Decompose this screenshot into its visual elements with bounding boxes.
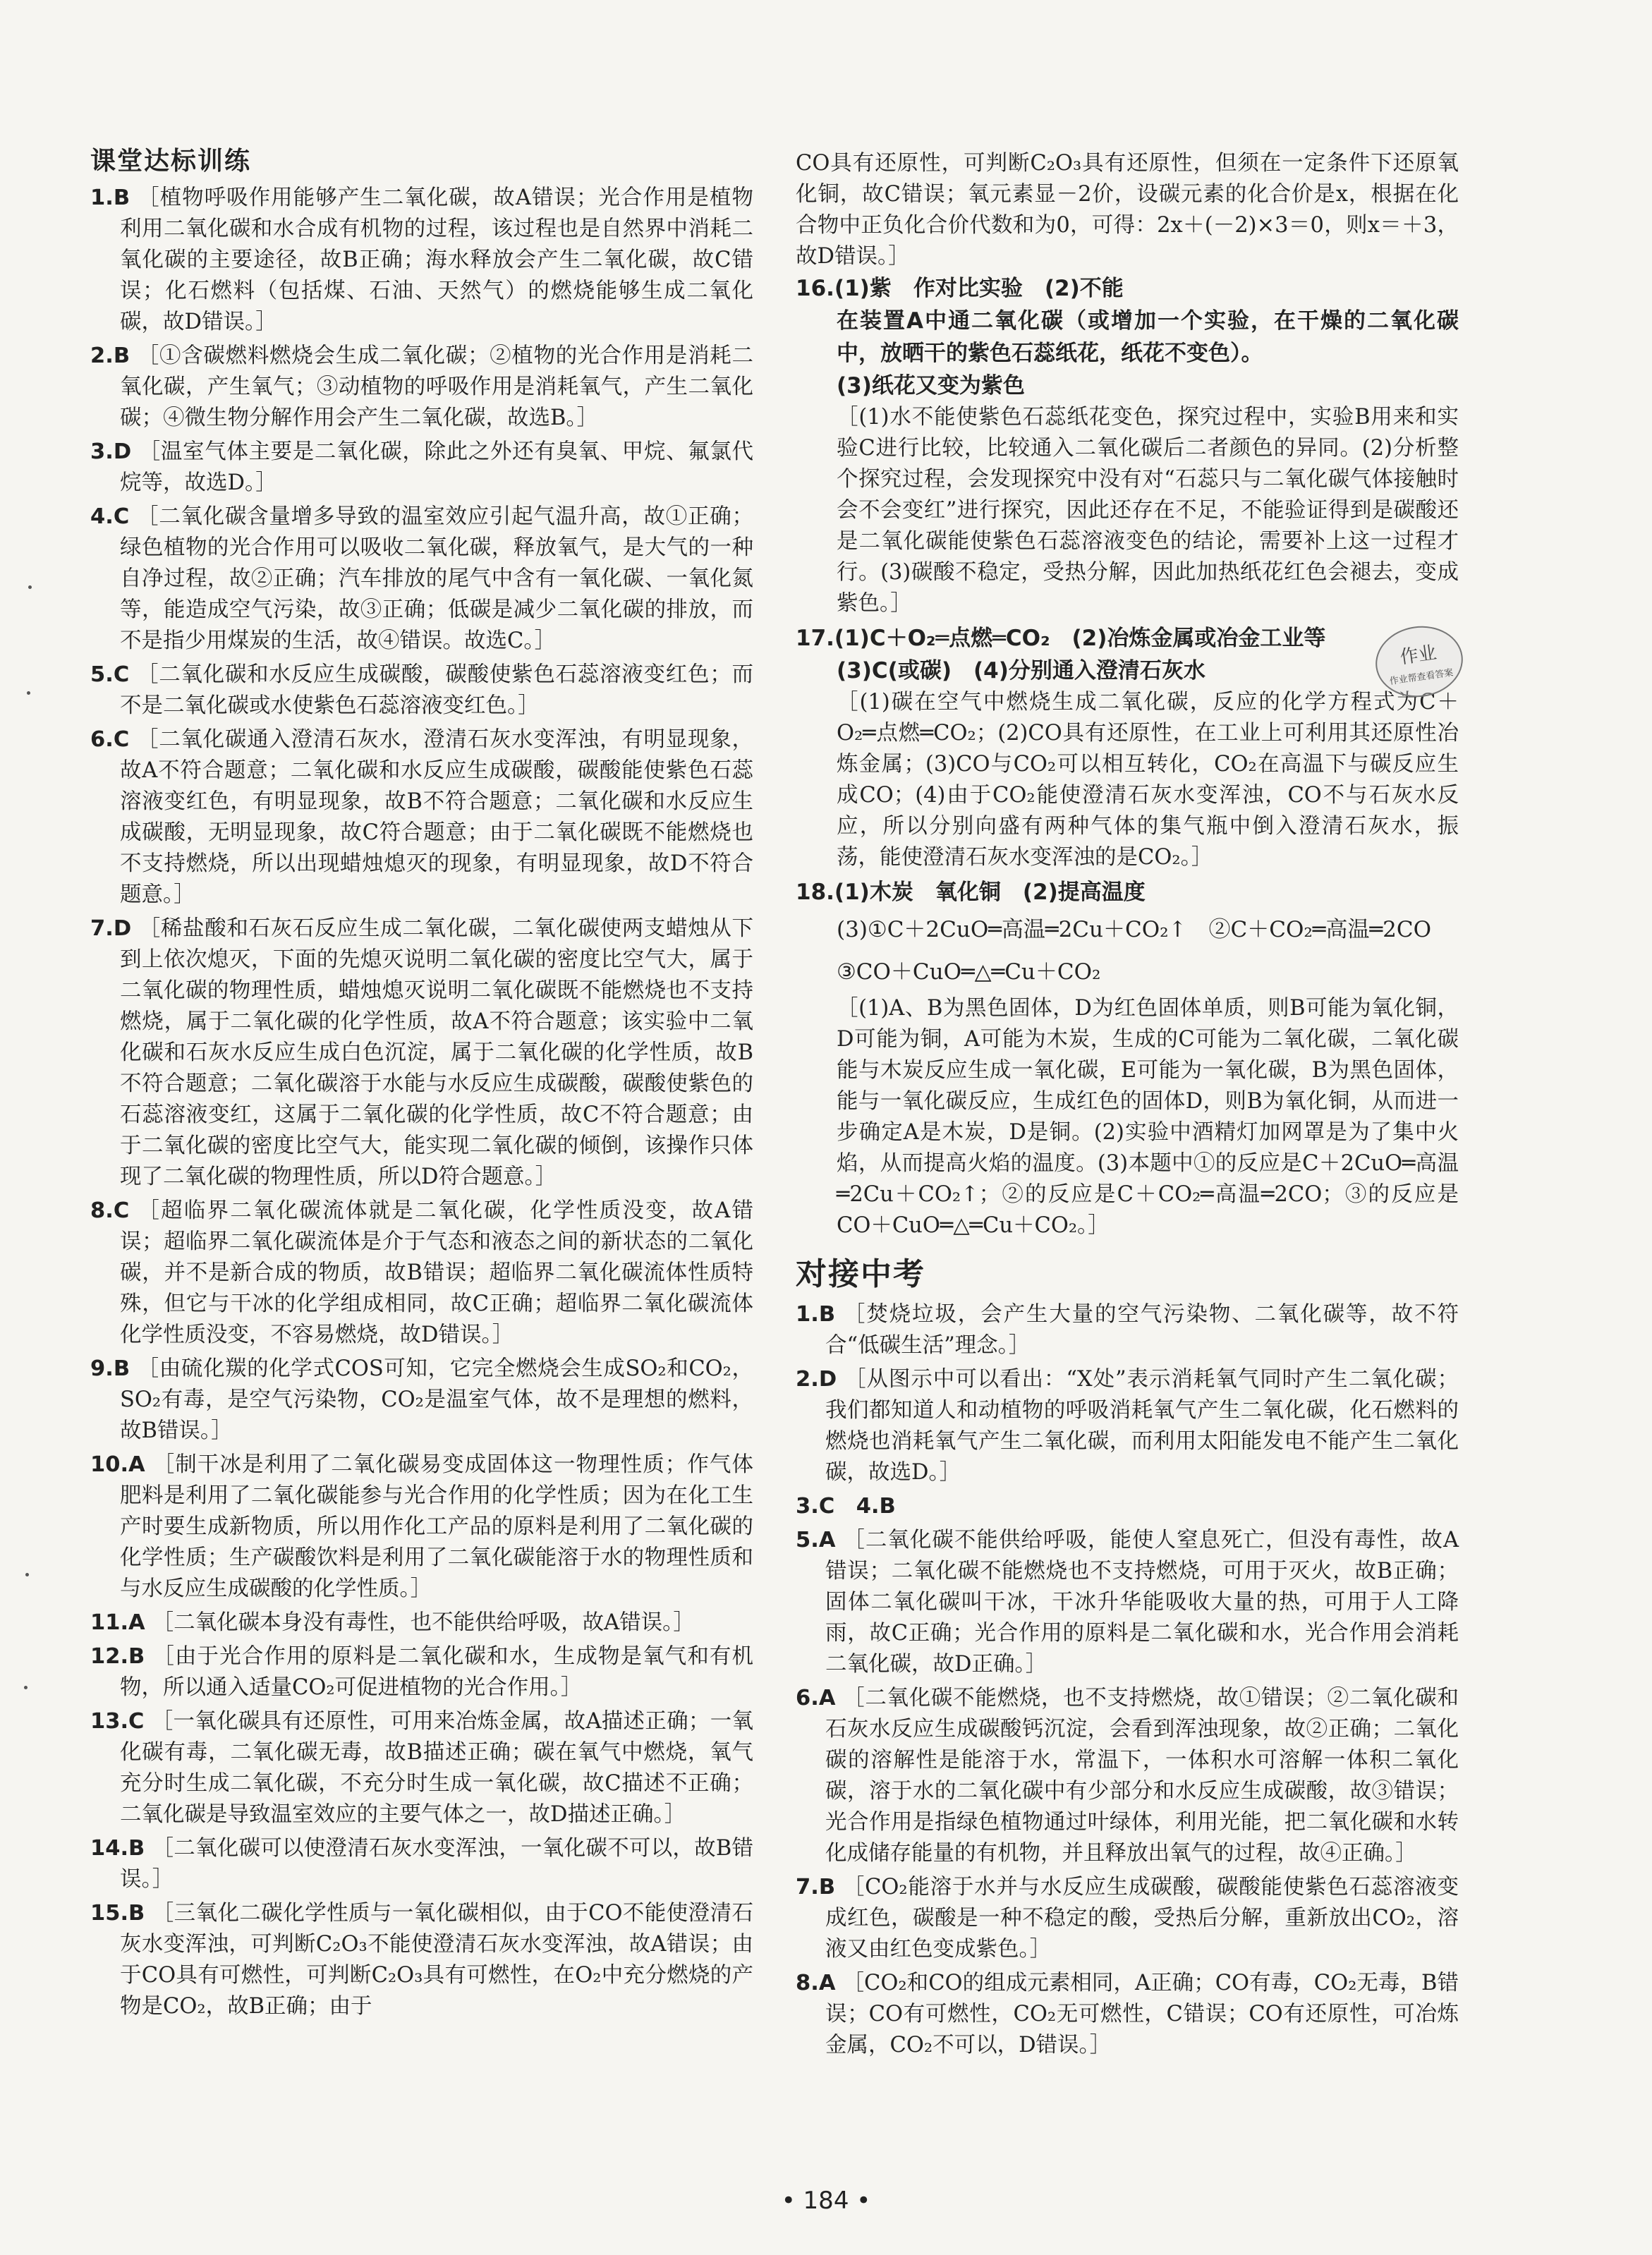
stamp-line1: 作业 [1398, 642, 1438, 669]
scan-speck [25, 1573, 29, 1576]
answer-item [90, 1354, 753, 1447]
answer-explanation: ［二氧化碳含量增多导致的温室效应引起气温升高，故①正确；绿色植物的光合作用可以吸收二氧化碳，释放氧气，是大气的一种自净过程，故②正确；汽车排放的尾气中含有一氧化碳、一氧化氮等，能造成空气污染，故③正确；低碳是减少二氧化碳的排放，而不是指少用煤炭的生活，故④错误。故选C。］ [120, 504, 753, 653]
answer-item [796, 1968, 1459, 2061]
stamp-line2: 作业帮查看答案 [1389, 667, 1454, 688]
q16-number: 16. [796, 276, 834, 301]
answer-item [796, 1364, 1459, 1488]
answer-explanation: ［由于光合作用的原料是二氧化碳和水，生成物是氧气和有机物，所以通入适量CO₂可促进植物的光合作用。］ [120, 1644, 753, 1700]
answer-item [90, 1833, 753, 1895]
answer-choice: B [113, 1356, 130, 1381]
q17-block [796, 622, 1459, 873]
q18-equation-1: (3)①C＋2CuO═高温═2Cu＋CO₂↑ ②C＋CO₂═高温═2CO [837, 917, 1431, 942]
answer-choice: B [128, 1901, 145, 1926]
answer-item [90, 183, 753, 338]
answer-explanation: ［二氧化碳可以使澄清石灰水变浑浊，一氧化碳不可以，故B错误。］ [120, 1836, 753, 1892]
section-title-exam: 对接中考 [796, 1256, 925, 1292]
answer-choice: C [113, 504, 130, 529]
answer-choice: A [128, 1610, 145, 1635]
left-column [90, 141, 753, 2025]
answer-number: 6. [90, 727, 114, 752]
answer-explanation: ［焚烧垃圾，会产生大量的空气污染物、二氧化碳等，故不符合“低碳生活”理念。］ [825, 1302, 1459, 1358]
answer-choice: A [818, 1686, 836, 1710]
answer-explanation: ［CO₂和CO的组成元素相同，A正确；CO有毒，CO₂无毒，B错误；CO有可燃性，CO₂无可燃性，C错误；CO有还原性，可冶炼金属，CO₂不可以，D错误。］ [825, 1971, 1459, 2058]
answer-explanation: ［二氧化碳通入澄清石灰水，澄清石灰水变浑浊，有明显现象，故A不符合题意；二氧化碳和水反应生成碳酸，碳酸能使紫色石蕊溶液变红色，有明显现象，故B不符合题意；二氧化碳和水反应生成碳酸，无明显现象，故C符合题意；由于二氧化碳既不能燃烧也不支持燃烧，所以出现蜡烛熄灭的现象，有明显现象，故D不符合题意。］ [120, 727, 753, 907]
answer-item [90, 1607, 753, 1639]
answer-number: 5. [796, 1528, 819, 1552]
answer-number: 7. [90, 916, 114, 941]
q16-line2: 在装置A中通二氧化碳（或增加一个实验，在干燥的二氧化碳中，放晒干的紫色石蕊纸花，纸花不变色）。 [837, 308, 1459, 366]
q17-explanation: ［(1)碳在空气中燃烧生成二氧化碳，反应的化学方程式为C＋O₂═点燃═CO₂；(2)CO具有还原性，在工业上可利用其还原性冶炼金属；(3)CO与CO₂可以相互转化，CO₂在高温下与碳反应生成CO；(4)由于CO₂能使澄清石灰水变浑浊，CO不与石灰水反应，所以分别向盛有两种气体的集气瓶中倒入澄清石灰水，振荡，能使澄清石灰水变浑浊的是CO₂。］ [837, 690, 1459, 870]
answer-item [90, 341, 753, 434]
answer-explanation: ［三氧化二碳化学性质与一氧化碳相似，由于CO不能使澄清石灰水变浑浊，可判断C₂O₃不能使澄清石灰水变浑浊，故A错误；由于CO具有可燃性，可判断C₂O₃具有可燃性，在O₂中充分燃烧的产物是CO₂，故B正确；由于 [120, 1901, 753, 2019]
answer-number: 5. [90, 662, 114, 687]
answer-number: 13. [90, 1709, 129, 1734]
q18-block [796, 876, 1459, 1241]
answer-item [796, 1299, 1459, 1361]
answer-item [796, 1683, 1459, 1869]
scan-speck [28, 585, 32, 589]
answer-item [90, 502, 753, 657]
answer-number: 3. [90, 439, 114, 464]
answer-explanation: ［二氧化碳不能燃烧，也不支持燃烧，故①错误；②二氧化碳和石灰水反应生成碳酸钙沉淀，会看到浑浊现象，故②正确；二氧化碳的溶解性是能溶于水，常温下，一体积水可溶解一体积二氧化碳，溶于水的二氧化碳中有少部分和水反应生成碳酸，故③错误；光合作用是指绿色植物通过叶绿体，利用光能，把二氧化碳和水转化成储存能量的有机物，并且释放出氧气的过程，故④正确。］ [825, 1686, 1459, 1866]
answer-number: 1. [796, 1302, 819, 1327]
answer-number: 9. [90, 1356, 114, 1381]
answer-explanation: ［CO₂能溶于水并与水反应生成碳酸，碳酸能使紫色石蕊溶液变成红色，碳酸是一种不稳定的酸，受热后分解，重新放出CO₂，溶液又由红色变成紫色。］ [825, 1875, 1459, 1962]
answer-number: 7. [796, 1875, 819, 1900]
answer-explanation: ［由硫化羰的化学式COS可知，它完全燃烧会生成SO₂和CO₂，SO₂有毒，是空气污染物，CO₂是温室气体，故不是理想的燃料，故B错误。］ [120, 1356, 753, 1443]
section-title-classroom: 课堂达标训练 [90, 147, 252, 176]
answer-number: 1. [90, 186, 114, 210]
answer-number: 3. [796, 1494, 819, 1519]
answer-choice: B [818, 1875, 836, 1900]
answer-explanation: ［二氧化碳和水反应生成碳酸，碳酸使紫色石蕊溶液变红色；而不是二氧化碳或水使紫色石蕊溶液变红色。］ [120, 662, 753, 718]
q16-explanation: ［(1)水不能使紫色石蕊纸花变色，探究过程中，实验B用来和实验C进行比较，比较通入二氧化碳后二者颜色的异同。(2)分析整个探究过程，会发现探究中没有对“石蕊只与二氧化碳气体接触时会不会变红”进行探究，因此还存在不足，不能验证得到是碳酸还是二氧化碳能使紫色石蕊溶液变色的结论，需要补上这一过程才行。(3)碳酸不稳定，受热分解，因此加热纸花红色会褪去，变成紫色。］ [837, 405, 1459, 616]
q17-number: 17. [796, 626, 834, 651]
answer-choice: C [113, 662, 130, 687]
answer-choice: C [113, 727, 130, 752]
answer-choice: D [113, 916, 132, 941]
right-column [796, 148, 1459, 2064]
answer-item [90, 1449, 753, 1605]
answer-choice: D [113, 439, 132, 464]
scan-speck [24, 1686, 28, 1689]
q18-equation-2: ③CO＋CuO═△═Cu＋CO₂ [837, 959, 1101, 985]
answer-number: 2. [90, 344, 114, 368]
q16-line3: (3)纸花又变为紫色 [837, 373, 1025, 399]
q17-line2: (3)C(或碳) (4)分别通入澄清石灰水 [837, 658, 1205, 683]
answer-choice: A [818, 1528, 836, 1552]
scan-speck [27, 691, 30, 695]
answer-number: 8. [90, 1198, 114, 1223]
answer-explanation: ［一氧化碳具有还原性，可用来冶炼金属，故A描述正确；一氧化碳有毒，二氧化碳无毒，故B描述正确；碳在氧气中燃烧，氧气充分时生成二氧化碳，不充分时生成一氧化碳，故C描述不正确；二氧化碳是导致温室效应的主要气体之一，故D描述正确。］ [120, 1709, 753, 1827]
answer-number: 15. [90, 1901, 129, 1926]
answer-item [90, 724, 753, 911]
answer-number: 2. [796, 1367, 819, 1392]
answer-item [796, 1872, 1459, 1965]
answer-choice: C [113, 1198, 130, 1223]
q17-line1: (1)C＋O₂═点燃═CO₂ (2)冶炼金属或冶金工业等 [834, 626, 1326, 651]
answer-number: 8. [796, 1971, 819, 1995]
answer-explanation: ［制干冰是利用了二氧化碳易变成固体这一物理性质；作气体肥料是利用了二氧化碳能参与光合作用的化学性质；因为在化工生产时要生成新物质，所以用作化工产品的原料是利用了二氧化碳的化学性质；生产碳酸饮料是利用了二氧化碳能溶于水的物理性质和与水反应生成碳酸的化学性质。］ [120, 1452, 753, 1601]
answer-item [796, 1525, 1459, 1680]
answer-choice: D [818, 1367, 837, 1392]
q18-line1: (1)木炭 氧化铜 (2)提高温度 [834, 880, 1146, 905]
answer-number: 4. [90, 504, 114, 529]
answer-item [90, 437, 753, 499]
answer-choice: B [113, 186, 130, 210]
answer-choice: C [128, 1709, 145, 1734]
q18-explanation: ［(1)A、B为黑色固体，D为红色固体单质，则B可能为氧化铜，D可能为铜，A可能为木炭，生成的C可能为二氧化碳，二氧化碳能与木炭反应生成一氧化碳，E可能为一氧化碳，B为黑色固体，能与一氧化碳反应，生成红色的固体D，则B为氧化铜，从而进一步确定A是木炭，D是铜。(2)实验中酒精灯加网罩是为了集中火焰，从而提高火焰的温度。(3)本题中①的反应是C＋2CuO═高温═2Cu＋CO₂↑；②的反应是C＋CO₂═高温═2CO；③的反应是CO＋CuO═△═Cu＋CO₂。］ [837, 996, 1459, 1238]
answer-number: 6. [796, 1686, 819, 1710]
answer-explanation: ［超临界二氧化碳流体就是二氧化碳，化学性质没变，故A错误；超临界二氧化碳流体是介于气态和液态之间的新状态的二氧化碳，并不是新合成的物质，故B错误；超临界二氧化碳流体性质特殊，但它与干冰的化学组成相同，故C正确；超临界二氧化碳流体化学性质没变，不容易燃烧，故D错误。］ [120, 1198, 753, 1347]
answer-choice: B [818, 1302, 836, 1327]
page-number: • 184 • [781, 2187, 871, 2215]
answer-item [90, 1641, 753, 1703]
answer-choice: B [113, 344, 130, 368]
answer-explanation: ［①含碳燃料燃烧会生成二氧化碳；②植物的光合作用是消耗二氧化碳，产生氧气；③动植物的呼吸作用是消耗氧气，产生二氧化碳；④微生物分解作用会产生二氧化碳，故选B。］ [120, 344, 753, 430]
answer-item [90, 1898, 753, 2022]
answer-explanation: ［二氧化碳本身没有毒性，也不能供给呼吸，故A错误。］ [152, 1610, 695, 1635]
answer-explanation: ［稀盐酸和石灰石反应生成二氧化碳，二氧化碳使两支蜡烛从下到上依次熄灭，下面的先熄灭说明二氧化碳的密度比空气大，属于二氧化碳的物理性质，蜡烛熄灭说明二氧化碳既不能燃烧也不支持燃烧，属于二氧化碳的化学性质，故A不符合题意；该实验中二氧化碳和石灰水反应生成白色沉淀，属于二氧化碳的化学性质，故B不符合题意；二氧化碳溶于水能与水反应生成碳酸，碳酸使紫色的石蕊溶液变红，这属于二氧化碳的化学性质，故C不符合题意；由于二氧化碳的密度比空气大，能实现二氧化碳的倾倒，该操作只体现了二氧化碳的物理性质，所以D符合题意。］ [120, 916, 753, 1189]
answer-item [90, 1196, 753, 1351]
answer-number: 12. [90, 1644, 129, 1669]
q18-number: 18. [796, 880, 834, 905]
answer-item [90, 1706, 753, 1830]
answer-item [90, 913, 753, 1193]
q16-line1: (1)紫 作对比实验 (2)不能 [834, 276, 1124, 301]
left-item-list [90, 183, 753, 2022]
answer-choice: C 4.B [818, 1494, 896, 1519]
answer-choice: B [128, 1644, 145, 1669]
answer-number: 14. [90, 1836, 129, 1861]
answer-explanation: ［植物呼吸作用能够产生二氧化碳，故A错误；光合作用是植物利用二氧化碳和水合成有机物的过程，该过程也是自然界中消耗二氧化碳的主要途径，故B正确；海水释放会产生二氧化碳，故C错误；化石燃料（包括煤、石油、天然气）的燃烧能够生成二氧化碳，故D错误。］ [120, 186, 753, 334]
answer-explanation: ［温室气体主要是二氧化碳，除此之外还有臭氧、甲烷、氟氯代烷等，故选D。］ [120, 439, 753, 495]
q15-continuation: CO具有还原性，可判断C₂O₃具有还原性，但须在一定条件下还原氧化铜，故C错误；氧元素显－2价，设碳元素的化合价是x，根据在化合物中正负化合价代数和为0，可得：2x＋(－2)×3＝0，则x＝＋3，故D错误。］ [796, 151, 1459, 269]
answer-number: 10. [90, 1452, 129, 1477]
answer-explanation: ［二氧化碳不能供给呼吸，能使人窒息死亡，但没有毒性，故A错误；二氧化碳不能燃烧也不支持燃烧，可用于灭火，故B正确；固体二氧化碳叫干冰，干冰升华能吸收大量的热，可用于人工降雨，故C正确；光合作用的原料是二氧化碳和水，光合作用会消耗二氧化碳，故D正确。］ [825, 1528, 1459, 1677]
answer-number: 11. [90, 1610, 129, 1635]
right-item-list [796, 1299, 1459, 2061]
answer-item [90, 660, 753, 722]
answer-choice: A [818, 1971, 836, 1995]
answer-choice: A [128, 1452, 145, 1477]
answer-explanation: ［从图示中可以看出：“X处”表示消耗氧气同时产生二氧化碳；我们都知道人和动植物的呼吸消耗氧气产生二氧化碳，化石燃料的燃烧也消耗氧气产生二氧化碳，而利用太阳能发电不能产生二氧化碳，故选D。］ [825, 1367, 1459, 1485]
answer-choice: B [128, 1836, 145, 1861]
answer-item [796, 1491, 1459, 1522]
q16-block [796, 272, 1459, 619]
